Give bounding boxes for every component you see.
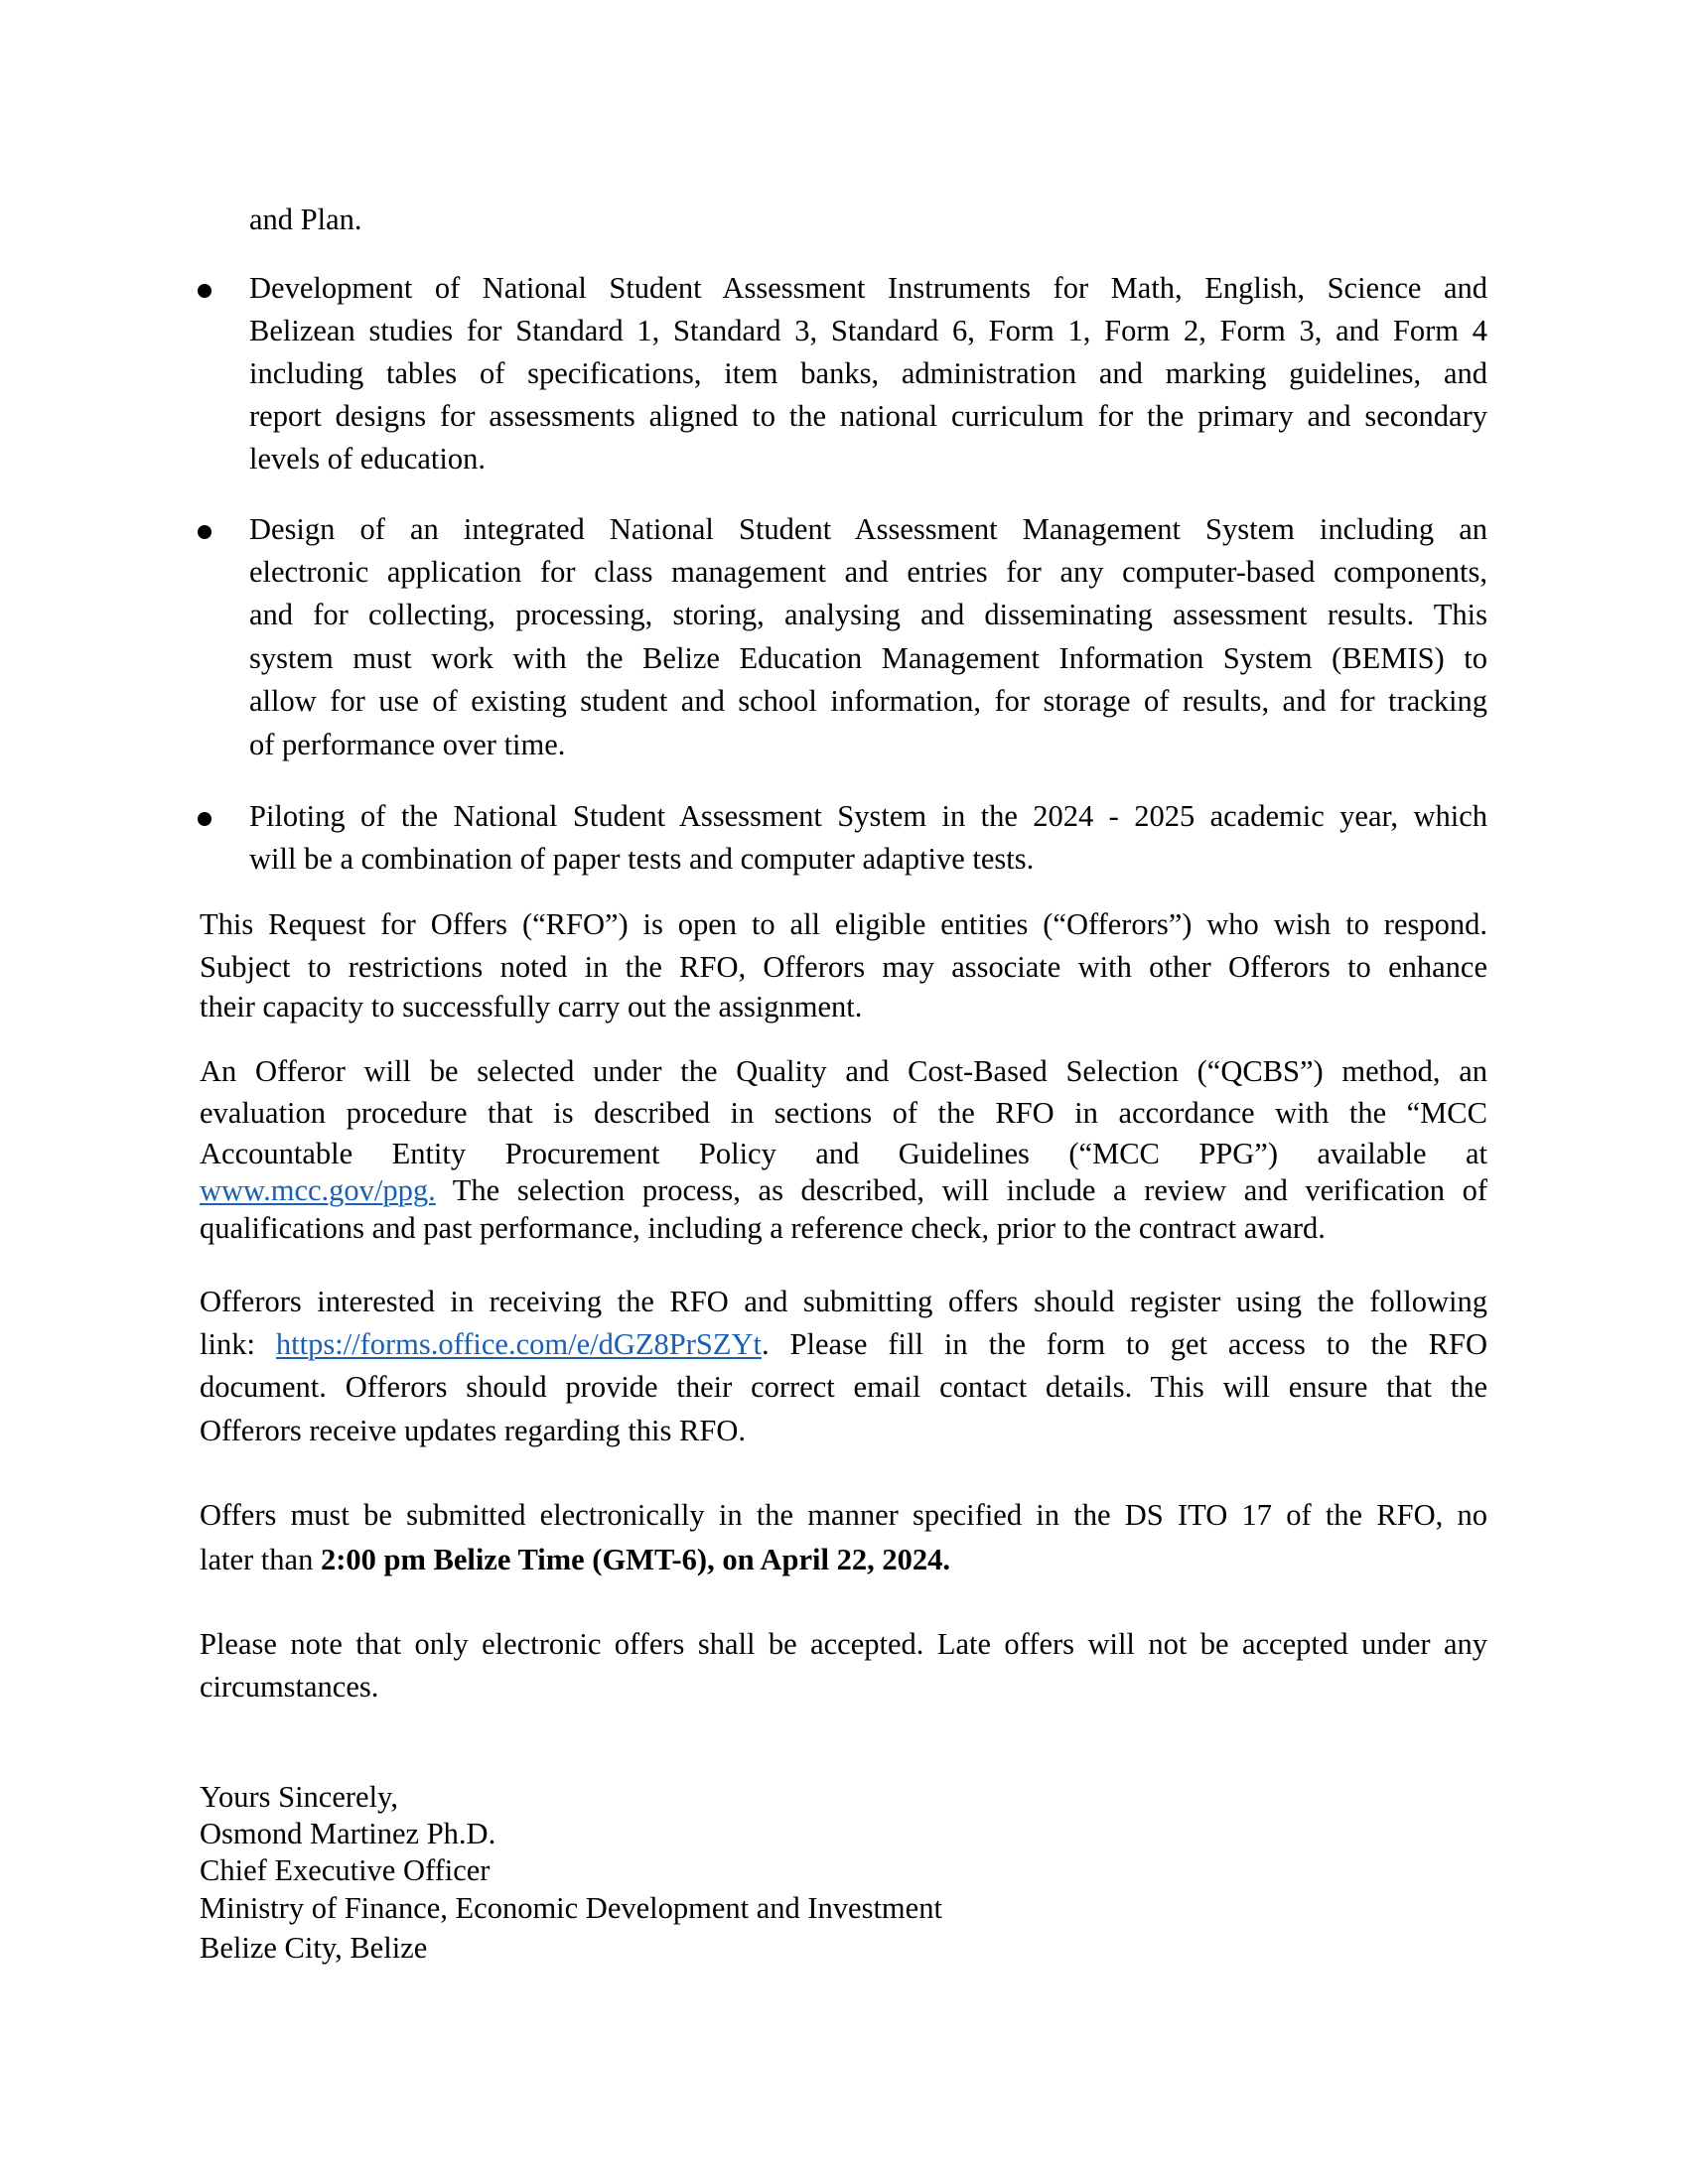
list-item-line: levels of education. — [249, 442, 486, 476]
mcc-ppg-link[interactable]: www.mcc.gov/ppg. — [200, 1173, 436, 1207]
continuation-text: and Plan. — [249, 203, 362, 236]
list-item-line: report designs for assessments aligned to the national curriculum for the primary and secondary — [249, 399, 1487, 433]
paragraph-text: . Please fill in the form to get access to the RFO — [761, 1327, 1487, 1361]
list-item-line: Development of National Student Assessment Instruments for Math, English, Science and — [249, 271, 1487, 305]
signature-closing: Yours Sincerely, — [200, 1780, 398, 1814]
paragraph-line: document. Offerors should provide their correct email contact details. This will ensure that the — [200, 1370, 1487, 1404]
list-item-line: of performance over time. — [249, 728, 566, 761]
paragraph-text: later than — [200, 1543, 321, 1576]
signature-name: Osmond Martinez Ph.D. — [200, 1817, 496, 1850]
signature-organization: Ministry of Finance, Economic Development and Investment — [200, 1891, 942, 1925]
paragraph-text: link: — [200, 1327, 276, 1361]
paragraph-line: Please note that only electronic offers shall be accepted. Late offers will not be accepted under any — [200, 1627, 1487, 1661]
bullet-icon — [198, 284, 211, 298]
paragraph-line: evaluation procedure that is described in sections of the RFO in accordance with the “MCC — [200, 1096, 1487, 1130]
paragraph-line: circumstances. — [200, 1670, 379, 1704]
paragraph-line: Offers must be submitted electronically in the manner specified in the DS ITO 17 of the RFO, no — [200, 1498, 1487, 1532]
paragraph-line — [200, 1542, 1487, 1577]
signature-title: Chief Executive Officer — [200, 1853, 491, 1887]
list-item-line: system must work with the Belize Education Management Information System (BEMIS) to — [249, 641, 1487, 675]
paragraph-line: An Offeror will be selected under the Quality and Cost-Based Selection (“QCBS”) method, an — [200, 1054, 1487, 1088]
list-item-line: allow for use of existing student and school information, for storage of results, and for tracking — [249, 684, 1487, 718]
list-item-line: Design of an integrated National Student Assessment Management System including an — [249, 512, 1487, 546]
signature-location: Belize City, Belize — [200, 1931, 428, 1965]
list-item-line: will be a combination of paper tests and computer adaptive tests. — [249, 842, 1035, 876]
list-item-line: Piloting of the National Student Assessment System in the 2024 - 2025 academic year, which — [249, 799, 1487, 833]
paragraph-text: The selection process, as described, will include a review and verification of — [435, 1173, 1487, 1207]
registration-form-link[interactable]: https://forms.office.com/e/dGZ8PrSZYt — [275, 1327, 762, 1361]
paragraph-line — [200, 1172, 1487, 1208]
bullet-icon — [198, 812, 211, 826]
list-item-line: electronic application for class management and entries for any computer-based components, — [249, 555, 1487, 589]
paragraph-line: Subject to restrictions noted in the RFO, Offerors may associate with other Offerors to enhance — [200, 950, 1487, 984]
paragraph-line: Accountable Entity Procurement Policy and Guidelines (“MCC PPG”) available at — [200, 1137, 1487, 1170]
paragraph-line — [200, 1326, 1487, 1362]
deadline-date: 2:00 pm Belize Time (GMT-6), on April 22, 2024. — [320, 1543, 950, 1576]
list-item-line: and for collecting, processing, storing, analysing and disseminating assessment results. This — [249, 598, 1487, 631]
paragraph-line: Offerors interested in receiving the RFO and submitting offers should register using the following — [200, 1285, 1487, 1318]
paragraph-line: Offerors receive updates regarding this RFO. — [200, 1414, 746, 1447]
paragraph-line: This Request for Offers (“RFO”) is open to all eligible entities (“Offerors”) who wish to respond. — [200, 907, 1487, 941]
list-item-line: Belizean studies for Standard 1, Standard 3, Standard 6, Form 1, Form 2, Form 3, and Form 4 — [249, 314, 1487, 347]
list-item-line: including tables of specifications, item banks, administration and marking guidelines, and — [249, 356, 1487, 390]
bullet-icon — [198, 525, 211, 539]
paragraph-line: their capacity to successfully carry out the assignment. — [200, 990, 863, 1024]
paragraph-line: qualifications and past performance, including a reference check, prior to the contract award. — [200, 1211, 1326, 1245]
